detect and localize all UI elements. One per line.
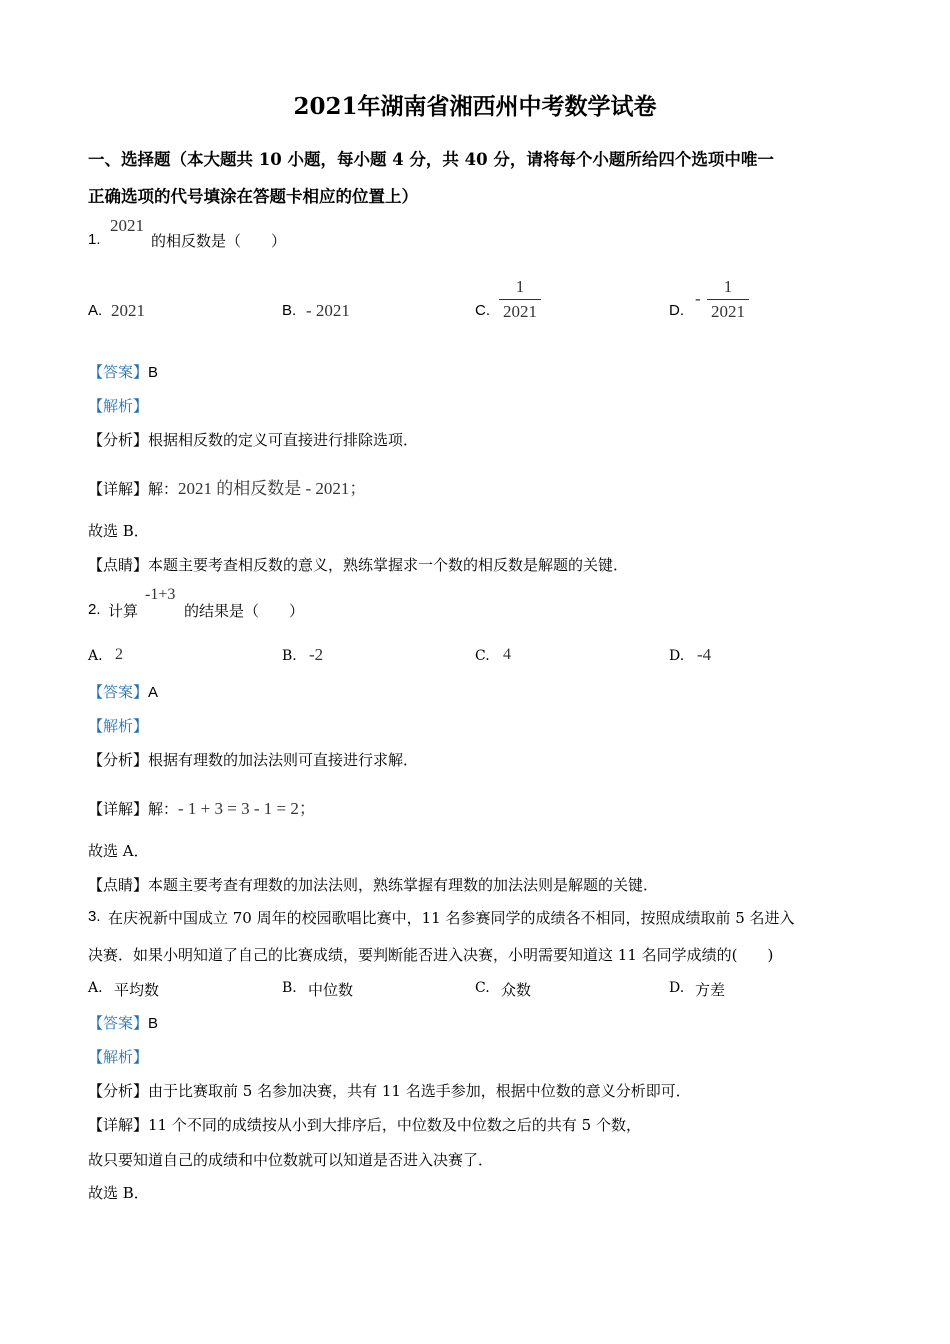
answer-tag: 【答案】	[88, 683, 149, 701]
answer-value: A	[148, 684, 159, 701]
analysis-tag: 【解析】	[88, 1048, 149, 1066]
question-text-line1: 在庆祝新中国成立 70 周年的校园歌唱比赛中，11 名参赛同学的成绩各不相同，按照成绩取前 5 名进入	[108, 909, 795, 927]
option-a-value: 平均数	[114, 981, 160, 999]
answer-tag: 【答案】	[88, 363, 149, 381]
option-d-value: -4	[697, 645, 712, 664]
option-c-value: 4	[503, 646, 511, 663]
xiangjie-label: 【详解】解：	[88, 800, 179, 818]
answer-value: B	[148, 1015, 159, 1032]
option-a-label: A.	[88, 302, 103, 319]
conclusion: 故选 A．	[88, 842, 149, 860]
option-b-value: -2	[309, 645, 324, 664]
fraction-denominator: 2021	[503, 302, 537, 321]
analysis-fenxi: 【分析】根据有理数的加法法则可直接进行求解．	[88, 751, 419, 769]
answer-line	[88, 361, 158, 382]
option-d-label: D.	[669, 302, 684, 319]
question-text-pre: 计算	[108, 602, 139, 620]
answer-line	[88, 1012, 158, 1033]
fraction-denominator: 2021	[711, 302, 745, 321]
option-a-label: A.	[88, 648, 103, 664]
analysis-fenxi: 【分析】由于比赛取前 5 名参加决赛，共有 11 名选手参加，根据中位数的意义分析即可．	[88, 1082, 691, 1100]
option-b-label: B.	[282, 302, 297, 319]
answer-tag: 【答案】	[88, 1014, 149, 1032]
option-c-label: C.	[475, 648, 490, 664]
question-number: 1.	[88, 231, 101, 248]
math-expression: -1+3	[145, 586, 176, 603]
option-a-value: 2021	[111, 301, 145, 320]
analysis-dianjing: 【点睛】本题主要考查有理数的加法法则，熟练掌握有理数的加法法则是解题的关键．	[88, 876, 659, 894]
question-number: 2.	[88, 601, 101, 618]
question-text-post: 的结果是（ ）	[184, 602, 305, 620]
analysis-xiangjie	[88, 794, 316, 819]
option-b-label: B.	[282, 648, 297, 664]
option-d-label: D.	[669, 980, 685, 996]
option-a-value: 2	[115, 646, 123, 663]
answer-line	[88, 681, 158, 702]
question-text: 的相反数是（ ）	[151, 232, 287, 250]
fraction-bar	[499, 299, 541, 300]
option-d-label: D.	[669, 648, 685, 664]
analysis-dianjing: 【点睛】本题主要考查相反数的意义，熟练掌握求一个数的相反数是解题的关键．	[88, 556, 629, 574]
analysis-tag: 【解析】	[88, 717, 149, 735]
analysis-xiangjie-line2: 故只要知道自己的成绩和中位数就可以知道是否进入决赛了．	[88, 1151, 494, 1169]
analysis-xiangjie-line1: 【详解】11 个不同的成绩按从小到大排序后，中位数及中位数之后的共有 5 个数，	[88, 1116, 641, 1134]
section-header-line1: 一、选择题（本大题共 10 小题，每小题 4 分，共 40 分，请将每个小题所给四个选项中唯一	[88, 150, 774, 169]
option-c-value: 众数	[501, 981, 532, 999]
option-d-fraction	[707, 276, 749, 323]
answer-value: B	[148, 364, 159, 381]
option-d-sign: -	[695, 289, 701, 308]
option-c-label: C.	[475, 980, 490, 996]
option-a-label: A.	[88, 980, 103, 996]
fraction-numerator: 1	[515, 277, 525, 296]
section-header-line2: 正确选项的代号填涂在答题卡相应的位置上）	[88, 187, 418, 206]
option-d-value: 方差	[695, 981, 726, 999]
option-c-label: C.	[475, 302, 490, 319]
analysis-tag: 【解析】	[88, 397, 149, 415]
xiangjie-label: 【详解】解：	[88, 480, 179, 498]
analysis-fenxi: 【分析】根据相反数的定义可直接进行排除选项．	[88, 431, 419, 449]
xiangjie-math: - 1 + 3 = 3 - 1 = 2；	[178, 799, 316, 818]
question-text-line2: 决赛．如果小明知道了自己的比赛成绩，要判断能否进入决赛，小明需要知道这 11 名同学成绩的( )	[88, 946, 774, 964]
option-b-value: 中位数	[308, 981, 354, 999]
question-number: 3.	[88, 908, 101, 925]
option-b-value: - 2021	[306, 301, 350, 320]
xiangjie-math: 2021 的相反数是 - 2021；	[178, 479, 367, 498]
analysis-xiangjie	[88, 474, 366, 499]
option-c-fraction	[499, 276, 541, 323]
math-expression: 2021	[110, 216, 144, 235]
fraction-numerator: 1	[723, 277, 733, 296]
fraction-bar	[707, 299, 749, 300]
conclusion: 故选 B．	[88, 522, 149, 540]
option-b-label: B.	[282, 980, 297, 996]
conclusion: 故选 B．	[88, 1184, 149, 1202]
page-title: 2021年湖南省湘西州中考数学试卷	[293, 93, 657, 120]
